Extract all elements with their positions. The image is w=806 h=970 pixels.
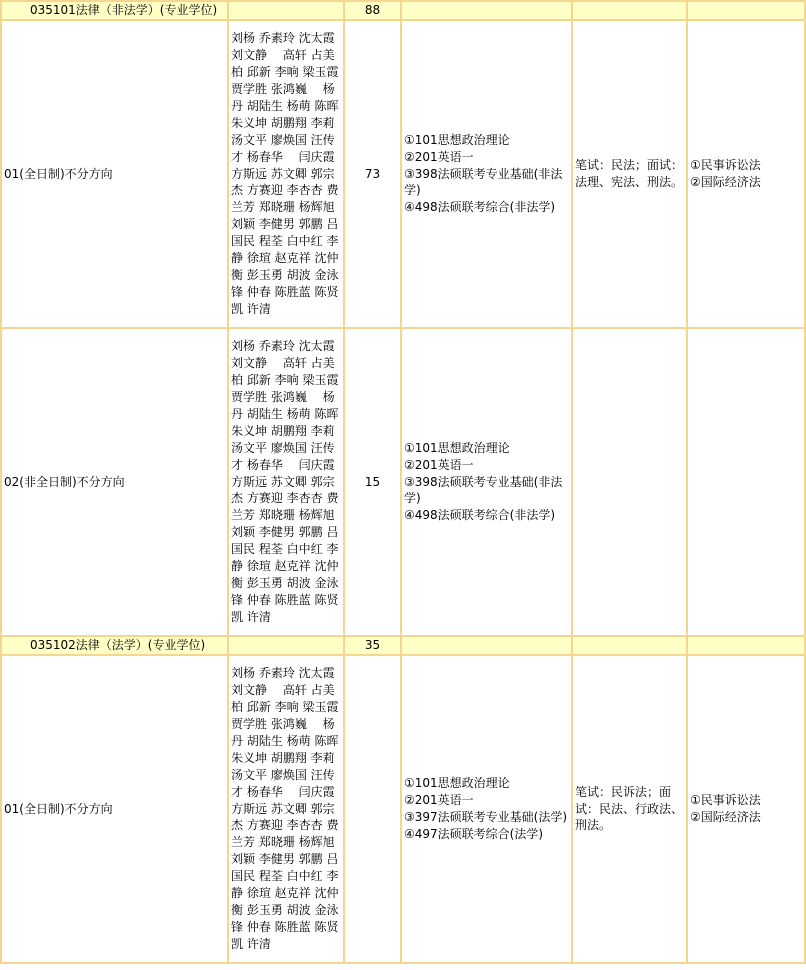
exam-subjects: [402, 656, 573, 964]
equal-ability-subjects: [688, 329, 806, 637]
exam-subject: ④497法硕联考综合(法学): [404, 826, 544, 841]
exam-subject: ①101思想政治理论: [404, 132, 510, 147]
exam-subject: ②201英语一: [404, 793, 474, 808]
equal-ability-subject: ②国际经济法: [690, 175, 761, 189]
exam-subject: ①101思想政治理论: [404, 776, 510, 791]
program-title: 035102法律（法学）(专业学位): [2, 637, 229, 656]
enrollment-count: 73: [345, 21, 402, 329]
enrollment-count: [345, 656, 402, 964]
teachers-cell-empty: [229, 2, 345, 21]
exam-subject: ④498法硕联考综合(非法学): [404, 200, 556, 215]
direction-name: 01(全日制)不分方向: [2, 656, 229, 964]
subjects-cell-empty: [402, 2, 573, 21]
equal-ability-subjects: [688, 21, 806, 329]
exam-subject: ②201英语一: [404, 457, 474, 472]
exam-subject: ②201英语一: [404, 149, 474, 164]
program-header-row: [2, 2, 806, 21]
supervisors-list: 刘杨 乔素玲 沈太霞 刘文静 高轩 占美柏 邱新 李响 梁玉霞 贾学胜 张鸿巍 杨丹 胡陆生 杨萌 陈晖 朱义坤 胡鹏翔 李莉 汤文平 廖焕国 汪传才 杨春华 闫庆霞 方斯远 苏文卿 郭宗杰 方赛迎 李杏杏 费兰芳 郑晓珊 杨辉旭 刘颖 李健男 郭鹏 吕国民 程荃 白中红 李静 徐瑄 赵克祥 沈仲衡 彭玉勇 胡波 金泳锋 仲春 陈胜蓝 陈贤凯 许清: [229, 21, 345, 329]
majors-cell-empty: [688, 2, 806, 21]
majors-cell-empty: [688, 637, 806, 656]
supervisors-list: 刘杨 乔素玲 沈太霞 刘文静 高轩 占美柏 邱新 李响 梁玉霞 贾学胜 张鸿巍 杨丹 胡陆生 杨萌 陈晖 朱义坤 胡鹏翔 李莉 汤文平 廖焕国 汪传才 杨春华 闫庆霞 方斯远 苏文卿 郭宗杰 方赛迎 李杏杏 费兰芳 郑晓珊 杨辉旭 刘颖 李健男 郭鹏 吕国民 程荃 白中红 李静 徐瑄 赵克祥 沈仲衡 彭玉勇 胡波 金泳锋 仲春 陈胜蓝 陈贤凯 许清: [229, 329, 345, 637]
subjects-cell-empty: [402, 637, 573, 656]
exam-subject: ③397法硕联考专业基础(法学): [404, 810, 568, 824]
retest-cell-empty: [573, 2, 688, 21]
exam-subject: ①101思想政治理论: [404, 440, 510, 455]
supervisors-list: 刘杨 乔素玲 沈太霞 刘文静 高轩 占美柏 邱新 李响 梁玉霞 贾学胜 张鸿巍 杨丹 胡陆生 杨萌 陈晖 朱义坤 胡鹏翔 李莉 汤文平 廖焕国 汪传才 杨春华 闫庆霞 方斯远 苏文卿 郭宗杰 方赛迎 李杏杏 费兰芳 郑晓珊 杨辉旭 刘颖 李健男 郭鹏 吕国民 程荃 白中红 李静 徐瑄 赵克祥 沈仲衡 彭玉勇 胡波 金泳锋 仲春 陈胜蓝 陈贤凯 许清: [229, 656, 345, 964]
equal-ability-subjects: [688, 656, 806, 964]
direction-row: [2, 329, 806, 637]
enrollment-count: 15: [345, 329, 402, 637]
program-count: 35: [345, 637, 402, 656]
exam-subjects: [402, 21, 573, 329]
retest-subjects: [573, 329, 688, 637]
direction-row: [2, 21, 806, 329]
direction-name: 02(非全日制)不分方向: [2, 329, 229, 637]
equal-ability-subject: ①民事诉讼法: [690, 793, 761, 808]
program-count: 88: [345, 2, 402, 21]
direction-row: [2, 656, 806, 964]
exam-subjects: [402, 329, 573, 637]
equal-ability-subject: ②国际经济法: [690, 810, 761, 824]
retest-subjects: 笔试：民法；面试：法理、宪法、刑法。: [573, 21, 688, 329]
teachers-cell-empty: [229, 637, 345, 656]
exam-subject: ③398法硕联考专业基础(非法学): [404, 166, 563, 198]
retest-subjects: 笔试：民诉法；面试：民法、行政法、刑法。: [573, 656, 688, 964]
exam-subject: ③398法硕联考专业基础(非法学): [404, 474, 563, 506]
program-header-row: [2, 637, 806, 656]
program-title: 035101法律（非法学）(专业学位): [2, 2, 229, 21]
direction-name: 01(全日制)不分方向: [2, 21, 229, 329]
exam-subject: ④498法硕联考综合(非法学): [404, 508, 556, 523]
equal-ability-subject: ①民事诉讼法: [690, 158, 761, 173]
retest-cell-empty: [573, 637, 688, 656]
